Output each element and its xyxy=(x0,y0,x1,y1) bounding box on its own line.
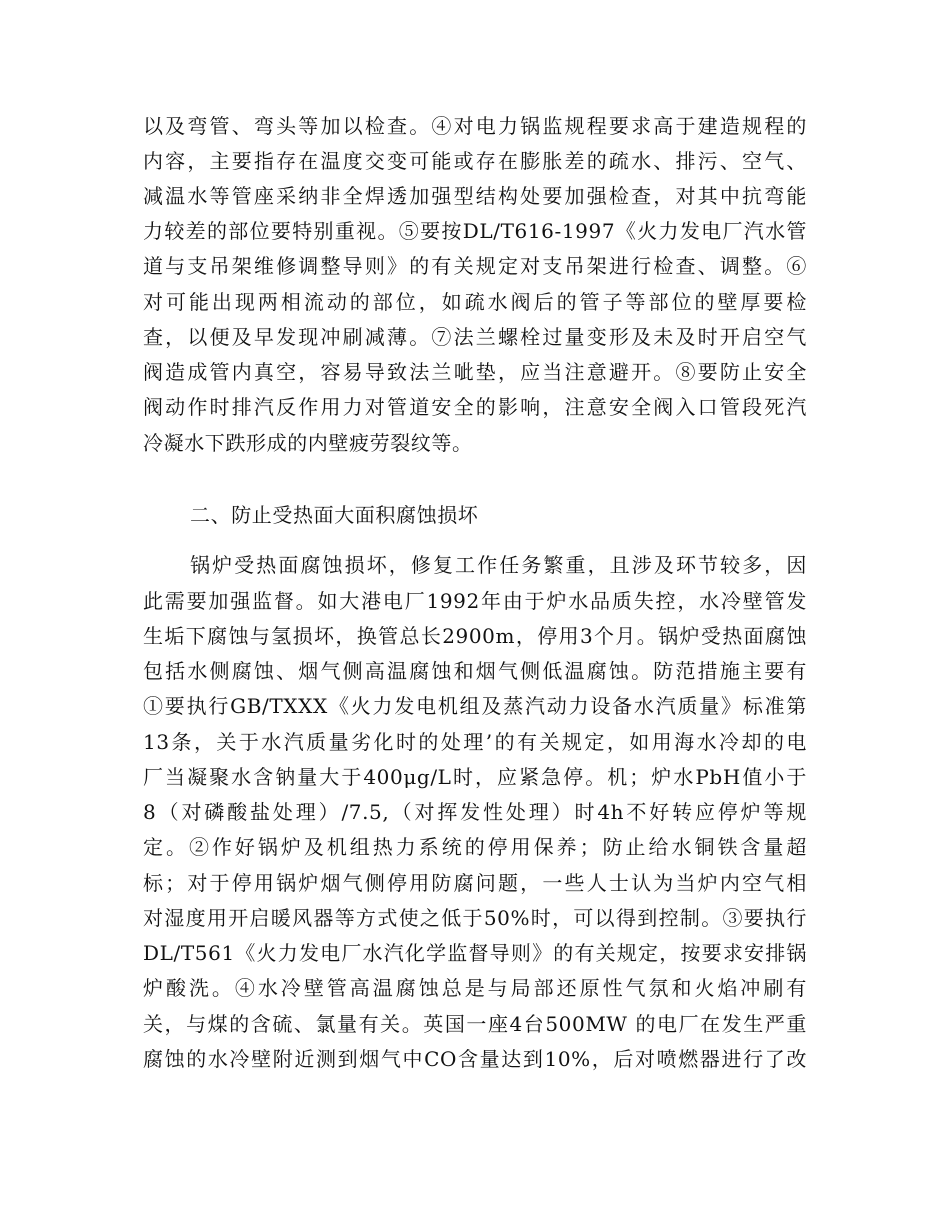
section-heading: 二、防止受热面大面积腐蚀损坏 xyxy=(190,503,479,527)
body-text-line: ①要执行GB/TXXX《火力发电机组及蒸汽动力设备水汽质量》标准第 xyxy=(143,694,807,718)
body-text-line: 内容，主要指存在温度交变可能或存在膨胀差的疏水、排污、空气、 xyxy=(143,149,807,173)
body-text-line: 力较差的部位要特别重视。⑤要按DL/T616-1997《火力发电厂汽水管 xyxy=(143,219,807,243)
body-text-line: 13条，关于水汽质量劣化时的处理’的有关规定，如用海水冷却的电 xyxy=(143,730,807,754)
body-text-line: 冷凝水下跌形成的内壁疲劳裂纹等。 xyxy=(143,431,473,455)
body-text-line: 关，与煤的含硫、氯量有关。英国一座4台500MW 的电厂在发生严重 xyxy=(143,1012,807,1036)
body-text-line: 查，以便及早发现冲刷减薄。⑦法兰螺栓过量变形及未及时开启空气 xyxy=(143,325,807,349)
body-text-line: 对湿度用开启暖风器等方式使之低于50%时，可以得到控制。③要执行 xyxy=(143,906,807,930)
body-text-line: 锅炉受热面腐蚀损坏，修复工作任务繁重，且涉及环节较多，因 xyxy=(190,553,807,577)
body-text-line: 8（对磷酸盐处理）/7.5,（对挥发性处理）时4h不好转应停炉等规 xyxy=(143,800,807,824)
body-text-line: 道与支吊架维修调整导则》的有关规定对支吊架进行检查、调整。⑥ xyxy=(143,254,807,278)
body-text-line: 标；对于停用锅炉烟气侧停用防腐问题，一些人士认为当炉内空气相 xyxy=(143,871,807,895)
body-text-line: 生垢下腐蚀与氢损坏，换管总长2900m，停用3个月。锅炉受热面腐蚀 xyxy=(143,624,807,648)
body-text-line: 定。②作好锅炉及机组热力系统的停用保养；防止给水铜铁含量超 xyxy=(143,835,807,859)
body-text-line: 炉酸洗。④水冷壁管高温腐蚀总是与局部还原性气氛和火焰冲刷有 xyxy=(143,976,807,1000)
body-text-line: 包括水侧腐蚀、烟气侧高温腐蚀和烟气侧低温腐蚀。防范措施主要有 xyxy=(143,659,807,683)
body-text-line: DL/T561《火力发电厂水汽化学监督导则》的有关规定，按要求安排锅 xyxy=(143,941,807,965)
body-text-line: 厂当凝聚水含钠量大于400μg/L时，应紧急停。机；炉水PbH值小于 xyxy=(143,765,807,789)
body-text-line: 此需要加强监督。如大港电厂1992年由于炉水品质失控，水冷壁管发 xyxy=(143,589,807,613)
body-text-line: 减温水等管座采纳非全焊透加强型结构处要加强检查，对其中抗弯能 xyxy=(143,184,807,208)
body-text-line: 对可能出现两相流动的部位，如疏水阀后的管子等部位的壁厚要检 xyxy=(143,290,807,314)
body-text-line: 腐蚀的水冷壁附近测到烟气中CO含量达到10%，后对喷燃器进行了改 xyxy=(143,1047,807,1071)
body-text-line: 以及弯管、弯头等加以检查。④对电力锅监规程要求高于建造规程的 xyxy=(143,114,807,138)
body-text-line: 阀动作时排汽反作用力对管道安全的影响，注意安全阀入口管段死汽 xyxy=(143,395,807,419)
body-text-line: 阀造成管内真空，容易导致法兰呲垫，应当注意避开。⑧要防止安全 xyxy=(143,360,807,384)
